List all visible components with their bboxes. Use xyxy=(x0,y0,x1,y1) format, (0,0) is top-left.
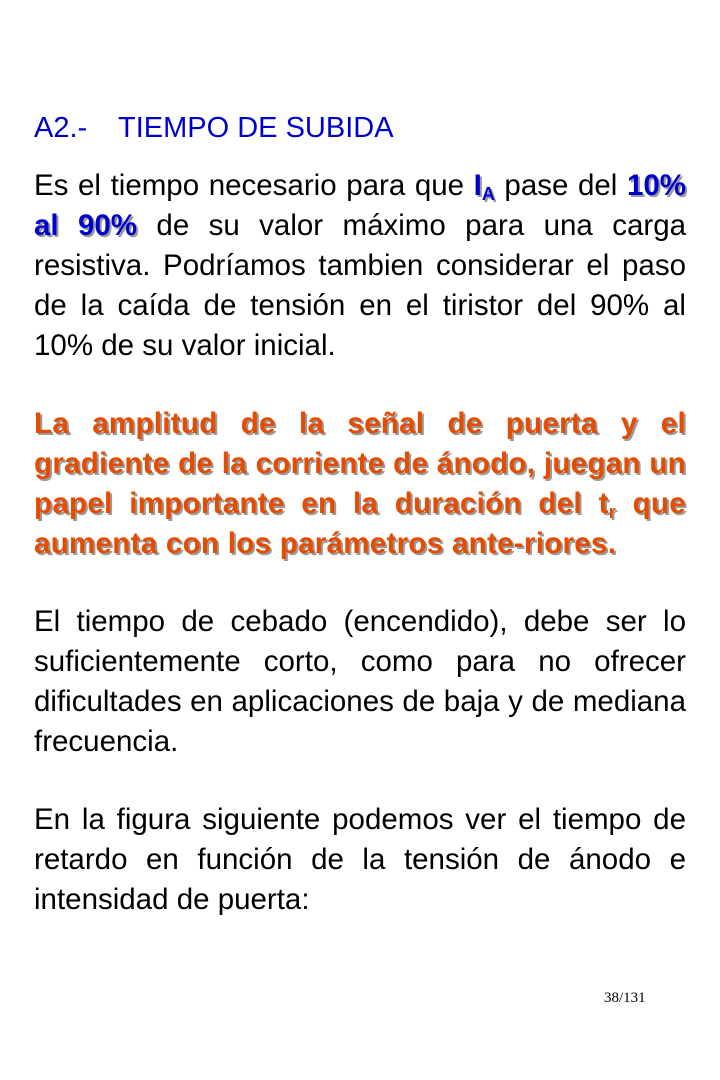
para1-text-c: de su valor máximo para una carga resistiva. Podríamos tambien considerar el paso de la caída de tensión en el tiristor del 90% al 10% de su valor inicial. xyxy=(34,209,687,362)
para2-text-a: La amplitud de la señal de puerta y el gradiente de la corriente de ánodo, juegan un papel importante en la duración del t xyxy=(34,407,686,520)
page-number: 38/131 xyxy=(604,990,646,1006)
paragraph-firing-time: El tiempo de cebado (encendido), debe ser lo suficientemente corto, como para no ofrecer dificultades en aplicaciones de baja y de mediana frecuencia. xyxy=(34,605,686,758)
section-title: TIEMPO DE SUBIDA xyxy=(118,112,394,144)
para1-text-b: pase del xyxy=(494,169,627,202)
para2-text-b: que aumenta con los parámetros ante-riores. xyxy=(34,487,687,560)
anode-current-letter: I xyxy=(473,169,482,202)
paragraph-figure-intro: En la figura siguiente podemos ver el tiempo de retardo en función de la tensión de ánodo e intensidad de puerta: xyxy=(34,803,686,916)
para1-text-a: Es el tiempo necesario para que xyxy=(34,169,474,202)
paragraph-rise-time-definition xyxy=(34,166,686,366)
section-heading xyxy=(34,108,686,148)
section-number: A2.- xyxy=(34,112,88,144)
percent-range-highlight: 10% al 90% xyxy=(34,169,686,242)
paragraph-gap xyxy=(34,762,686,800)
document-page xyxy=(34,108,686,920)
paragraph-gap xyxy=(34,564,686,602)
anode-current-subscript: A xyxy=(481,184,495,204)
anode-current-symbol xyxy=(474,169,495,202)
paragraph-gap xyxy=(34,366,686,404)
paragraph-gate-signal-importance xyxy=(34,404,686,564)
rise-time-subscript: r xyxy=(608,502,617,522)
